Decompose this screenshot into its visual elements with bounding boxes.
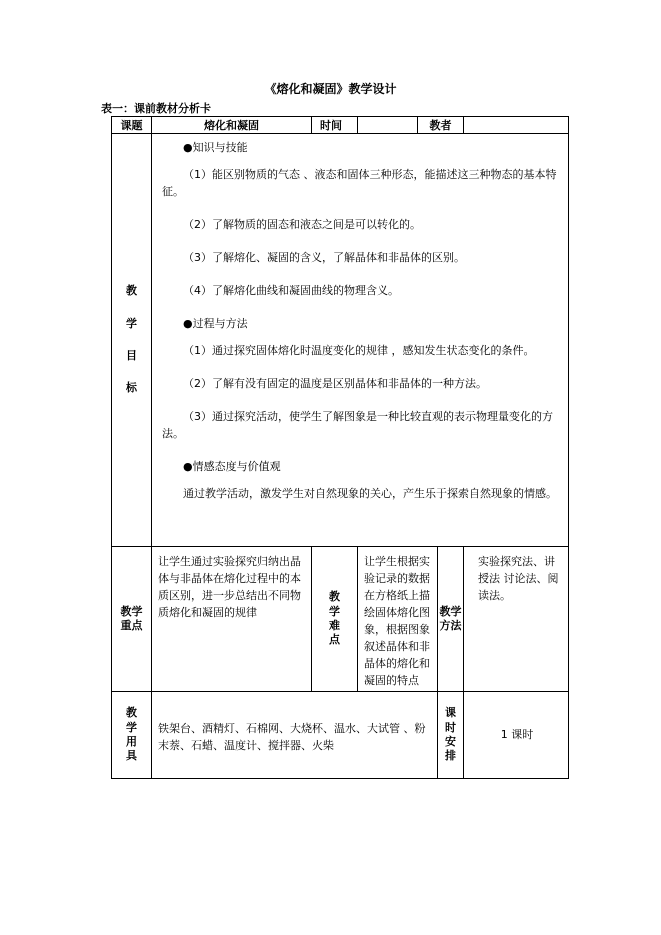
- goal-item: （4）了解熔化曲线和凝固曲线的物理含义。: [183, 284, 399, 297]
- key-points-label: [112, 547, 152, 692]
- schedule-label-char: 课: [445, 706, 456, 720]
- key-points-row: [112, 547, 569, 692]
- goals-label-char: 标: [126, 381, 137, 395]
- section-process-title: ●过程与方法: [183, 317, 248, 330]
- goal-item: （1）能区别物质的气态 、液态和固体三种形态，能描述这三种物态的基本特征。: [162, 168, 557, 198]
- goals-row: [112, 134, 569, 547]
- goal-item: （2）了解有没有固定的温度是区别晶体和非晶体的一种方法。: [183, 377, 487, 390]
- goal-item: 通过教学活动，激发学生对自然现象的关心，产生乐于探索自然现象的情感。: [183, 487, 557, 500]
- tools-text: 铁架台、酒精灯、石棉网、大烧杯、温水、大试管 、粉末萘、石蜡、温度计、搅拌器、火柴: [152, 692, 438, 779]
- tools-row: [112, 692, 569, 779]
- topic-label: 课题: [112, 117, 152, 134]
- page-title: 《熔化和凝固》教学设计: [264, 82, 397, 96]
- goal-item: （2）了解物质的固态和液态之间是可以转化的。: [183, 218, 421, 231]
- method-text: 实验探究法、讲授法 讨论法、阅读法。: [464, 547, 569, 692]
- goals-label-char: 学: [126, 316, 137, 330]
- schedule-label-char: 时: [445, 720, 456, 734]
- topic-value: 熔化和凝固: [152, 117, 312, 134]
- difficulty-label-char: 点: [329, 633, 340, 647]
- lesson-analysis-table: [111, 116, 569, 779]
- tools-label-char: 用: [126, 735, 137, 748]
- goals-label: [112, 134, 152, 547]
- header-row: [112, 117, 569, 134]
- section-attitude-title: ●情感态度与价值观: [183, 460, 281, 473]
- difficulty-label-char: 教: [329, 590, 340, 604]
- tools-label: [112, 692, 152, 779]
- table-subtitle: 表一：课前教材分析卡: [101, 102, 211, 115]
- difficulty-label-char: 难: [329, 619, 340, 632]
- key-points-label-line: 教学: [120, 604, 143, 618]
- tools-label-char: 教: [126, 706, 137, 720]
- teacher-value: [464, 117, 569, 134]
- method-label: [438, 547, 464, 692]
- difficulty-label: [312, 547, 358, 692]
- section-knowledge-title: ●知识与技能: [183, 141, 248, 154]
- schedule-label-char: 排: [445, 749, 456, 763]
- tools-label-char: 学: [126, 720, 137, 734]
- tools-label-char: 具: [126, 749, 137, 763]
- method-label-line: 方法: [439, 619, 462, 632]
- goals-content: [152, 134, 569, 547]
- difficulty-label-char: 学: [329, 604, 340, 618]
- goals-label-char: 目: [126, 349, 137, 362]
- key-points-text: 让学生通过实验探究归纳出晶体与非晶体在熔化过程中的本质区别，进一步总结出不同物质熔化和凝固的规律: [152, 547, 312, 692]
- schedule-label-char: 安: [445, 735, 456, 748]
- schedule-text: 1 课时: [464, 692, 569, 779]
- goal-item: （3）了解熔化、凝固的含义，了解晶体和非晶体的区别。: [183, 251, 465, 264]
- time-label: 时间: [312, 117, 358, 134]
- schedule-label: [438, 692, 464, 779]
- goals-label-char: 教: [126, 284, 137, 298]
- difficulty-text: 让学生根据实验记录的数据在方格纸上描绘固体熔化图象，根据图象叙述晶体和非晶体的熔化和凝固的特点: [358, 547, 438, 692]
- time-value: [358, 117, 418, 134]
- teacher-label: 教者: [418, 117, 464, 134]
- goal-item: （1）通过探究固体熔化时温度变化的规律 ，感知发生状态变化的条件。: [183, 344, 535, 357]
- method-label-line: 教学: [439, 604, 462, 618]
- key-points-label-line: 重点: [120, 619, 143, 632]
- goal-item: （3）通过探究活动，使学生了解图象是一种比较直观的表示物理量变化的方法。: [162, 410, 553, 440]
